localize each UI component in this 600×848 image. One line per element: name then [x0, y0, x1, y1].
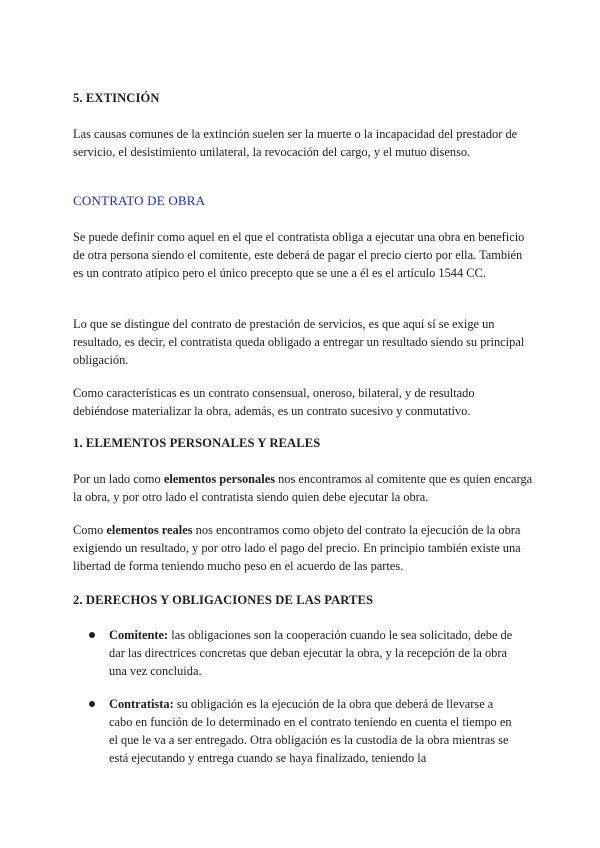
text-run: las obligaciones son la cooperación cuando le sea solicitado, debe de dar las directrices concretas que deban ejecutar la obra, y la recepción de la obra una vez concluida.	[109, 628, 513, 678]
paragraph-extincion: Las causas comunes de la extinción suelen ser la muerte o la incapacidad del prestador de servicio, el desistimiento unilateral, la revocación del cargo, y el mutuo disenso.	[73, 127, 518, 159]
bold-term-elementos-reales: elementos reales	[106, 523, 193, 537]
text-run: Por un lado como	[73, 472, 164, 486]
paragraph-elementos-personales	[73, 470, 533, 506]
heading-extincion: 5. EXTINCIÓN	[73, 91, 160, 105]
text-run: nos encontramos como objeto del contrato la ejecución de la obra exigiendo un resultado, y por otro lado el pago del precio. En principio también existe una libertad de forma teniendo mucho peso en el acuerdo de las partes.	[73, 523, 521, 573]
text-run: su obligación es la ejecución de la obra que deberá de llevarse a cabo en función de lo determinado en el contrato teniendo en cuenta el tiempo en el que le va a ser entregado. Otra obligación es la custodia de la obra mientras se está ejecutando y entrega cuando se haya finalizado, teniendo la	[109, 697, 512, 765]
bold-term-comitente: Comitente:	[109, 628, 169, 642]
paragraph-contrato-definicion: Se puede definir como aquel en el que el contratista obliga a ejecutar una obra en beneficio de otra persona siendo el comitente, este deberá de pagar el precio cierto por ella. También es un contrato atípico pero el único precepto que se une a él es el artículo 1544 CC.	[73, 230, 525, 280]
paragraph-contrato-caracteristicas: Como características es un contrato consensual, oneroso, bilateral, y de resultado debiéndose materializar la obra, además, es un contrato sucesivo y conmutativo.	[73, 386, 475, 418]
paragraph-contrato-distincion: Lo que se distingue del contrato de prestación de servicios, es que aquí sí se exige un resultado, es decir, el contratista queda obligado a entregar un resultado siendo su principal obligación.	[73, 317, 525, 367]
bullet-icon	[89, 632, 95, 638]
paragraph-elementos-reales	[73, 521, 533, 575]
list-item-text	[109, 626, 519, 680]
list-item-text	[109, 695, 519, 767]
bold-term-contratista: Contratista:	[109, 697, 174, 711]
heading-derechos: 2. DERECHOS Y OBLIGACIONES DE LAS PARTES	[73, 593, 374, 607]
heading-elementos: 1. ELEMENTOS PERSONALES Y REALES	[73, 436, 321, 450]
text-run: Como	[73, 523, 107, 537]
bold-term-elementos-personales: elementos personales	[163, 472, 276, 486]
text-run: nos encontramos al comitente que es quien encarga la obra, y por otro lado el contratista siendo quien debe ejecutar la obra.	[73, 472, 533, 504]
bullet-icon	[89, 701, 95, 707]
heading-contrato-obra: CONTRATO DE OBRA	[73, 193, 206, 208]
